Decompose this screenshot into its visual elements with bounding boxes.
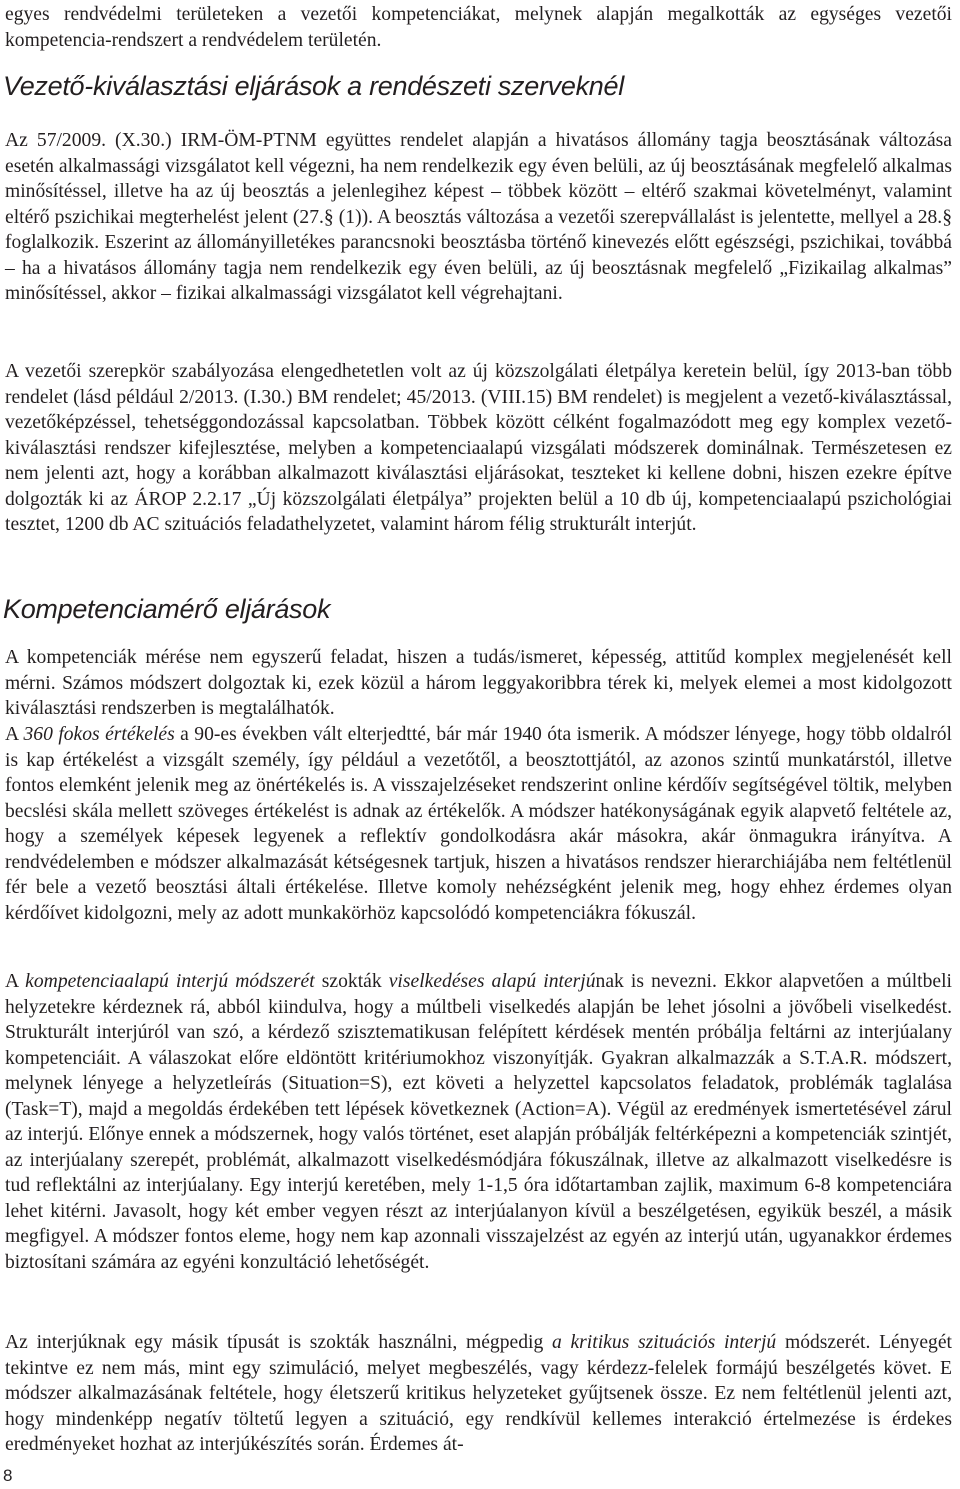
- text-segment: módszerét. Lényegét tekintve ez nem más, mint egy szimuláció, melyet megbeszélés, vagy kérdezz-felelek formájú beszélgetés követ. E módszer alkalmazásának feltétele, hogy életszerű kritikus helyzeteket gyűjtsenek össze. Ez nem feltétlenül jelenti azt, hogy mindenképp negatív töltetű legyen a szituáció, egy rendkívül kellemes interakció értelmezése is érdekes eredményeket hozhat az interjúkészítés során. Érdemes át-: [5, 1332, 952, 1455]
- paragraph-regulation: Az 57/2009. (X.30.) IRM-ÖM-PTNM együttes rendelet alapján a hivatásos állomány tagja beosztásának változása esetén alkalmassági vizsgálatot kell végezni, ha nem rendelkezik egy éven belüli, az új beosztásának megfelelő alkalmas minősítéssel, illetve ha az új beosztás a jelenlegihez képest – többek között – eltérő szakmai követelményt, valamint eltérő pszichikai megterhelést jelent (27.§ (1)). A beosztás változása a vezetői szerepvállalást is jelentette, mellyel a 28.§ foglalkozik. Eszerint az állományilletékes parancsnoki beosztásba történő kinevezés előtt egészségi, pszichikai, továbbá – ha a hivatásos állomány tagja nem rendelkezik egy éven belüli, az új beosztásnak megfelelő „Fizikailag alkalmas” minősítéssel, akkor – fizikai alkalmassági vizsgálatot kell végrehajtani.: [5, 130, 952, 304]
- page-number: 8: [3, 1466, 13, 1485]
- emphasis-critical-situation-interview: a kritikus szituációs interjú: [551, 1332, 777, 1353]
- paragraph-competency-interview: [5, 969, 952, 1275]
- section-heading-competency-measurement: Kompetenciamérő eljárások: [3, 594, 331, 624]
- section-heading-leader-selection: Vezető-kiválasztási eljárások a rendészeti szerveknél: [3, 71, 624, 101]
- paragraph-competency-intro: A kompetenciák mérése nem egyszerű feladat, hiszen a tudás/ismeret, képesség, attitűd komplex megjelenését kell mérni. Számos módszert dolgoztak ki, ezek közül a három leggyakoribbra térek ki, melyek elemei a most kidolgozott kiválasztási rendszerben is megtalálhatók.: [5, 647, 952, 719]
- paragraph-leader-role: A vezetői szerepkör szabályozása elengedhetetlen volt az új közszolgálati életpálya keretein belül, így 2013-ban több rendelet (lásd például 2/2013. (I.30.) BM rendelet; 45/2013. (VIII.15) BM rendelet) is megjelent a vezető-kiválasztással, vezetőképzéssel, tehetséggondozással kapcsolatban. Többek között célként fogalmazódott meg egy komplex vezető-kiválasztási rendszer kifejlesztése, melyben a kompetenciaalapú vizsgálati módszerek dominálnak. Természetesen ez nem jelenti azt, hogy a korábban alkalmazott kiválasztási eljárásokat, teszteket ki kellene dobni, hiszen ezekre építve dolgozták ki az ÁROP 2.2.17 „Új közszolgálati életpálya” projekten belül a 10 db új, kompetenciaalapú pszichológiai tesztet, 1200 db AC szituációs feladathelyzetet, valamint három félig strukturált interjút.: [5, 361, 952, 535]
- paragraph-critical-situation: [5, 1330, 952, 1458]
- text-segment: A: [5, 724, 24, 745]
- text-segment: Az interjúknak egy másik típusát is szokták használni, mégpedig: [5, 1332, 552, 1353]
- text-segment: nak is nevezni. Ekkor alapvetően a múltbeli helyzetekre kérdeznek rá, abból kiindulva, hogy a múltbeli viselkedés alapján be lehet jósolni a jövőbeli viselkedést. Strukturált interjúról van szó, a kérdező szisztematikusan felépített kérdések mentén próbálja feltárni az interjúalany kompetenciáit. A válaszokat előre eldöntött kritériumokhoz viszonyítják. Gyakran alkalmazzák a S.T.A.R. módszert, melynek lényege a helyzetleírás (Situation=S), ezt követi a helyzettel kapcsolatos feladatok, problémák taglalása (Task=T), majd a megoldás érdekében tett lépések következnek (Action=A). Végül az eredmények ismertetésével zárul az interjú. Előnye ennek a módszernek, hogy valós történet, eset alapján próbálják feltérképezni a kompetenciák szintjét, az interjúalany szerepét, problémát, alkalmazott viselkedésmódjára fókuszálnak, illetve az alkalmazott viselkedésre is tud reflektálni az interjúalany. Egy interjú keretében, mely 1-1,5 óra időtartamban zajlik, maximum 6-8 kompetenciára lehet kitérni. Javasolt, hogy két ember vegyen részt az interjúalanyon kívül a beszélgetésen, egyikük beszél, a másik megfigyel. A módszer fontos eleme, hogy nem kap azonnali visszajelzést az egyén az interjú után, ugyanakkor érdemes biztosítani számára az egyéni konzultáció lehetőségét.: [5, 971, 952, 1273]
- emphasis-360-evaluation: 360 fokos értékelés: [23, 724, 175, 745]
- text-segment: A: [5, 971, 26, 992]
- text-segment: szokták: [314, 971, 389, 992]
- emphasis-behavioral-interview: viselkedéses alapú interjú: [388, 971, 596, 992]
- text-segment: a 90-es években vált elterjedtté, bár már 1940 óta ismerik. A módszer lényege, hogy több oldalról is kap értékelést a vizsgált személy, így például a vezetőtől, a beosztottjától, az azonos szintű munkatárstól, illetve fontos elemként jelenik meg az önértékelés is. A visszajelzéseket rendszerint online kérdőív segítségével töltik, melyben becslési skála mellett szöveges értékelést is adnak az értékelők. A módszer hatékonyságának egyik alapvető feltétele az, hogy a személyek képesek legyenek a reflektív gondolkodásra akár másokra, akár önmagukra irányítva. A rendvédelemben e módszer alkalmazását kétségesnek tartjuk, hiszen a hivatásos rendszer hierarchiájába nem feltétlenül fér bele a vezető beosztási általi értékelése. Illetve komoly nehézségként jelenik meg, hogy ehhez érdemes olyan kérdőívet kidolgozni, mely az adott munkakörhöz kapcsolódó kompetenciákra fókuszál.: [5, 724, 953, 924]
- paragraph-intro-continuation: egyes rendvédelmi területeken a vezetői kompetenciákat, melynek alapján megalkották az egységes vezetői kompetencia-rendszert a rendvédelem területén.: [5, 4, 952, 51]
- paragraph-360-degree: [5, 722, 952, 926]
- emphasis-competency-interview: kompetenciaalapú interjú módszerét: [25, 971, 315, 992]
